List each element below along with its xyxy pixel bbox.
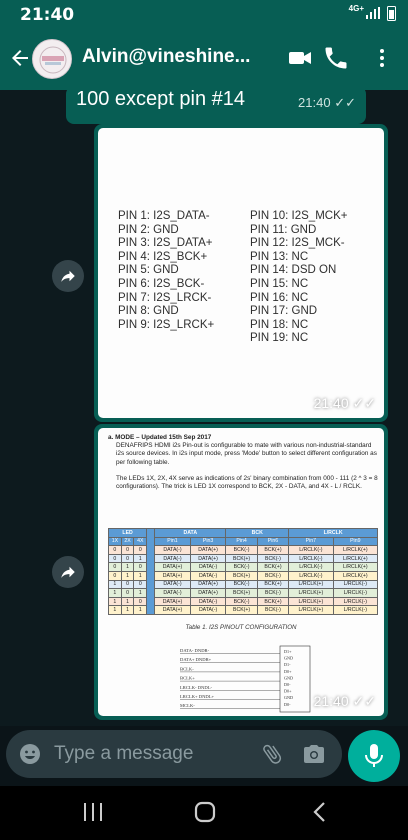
network-type: 4G+ <box>348 4 364 13</box>
table-cell: 0 <box>134 597 147 606</box>
pin-item: PIN 6: I2S_BCK- <box>118 277 205 290</box>
schematic-label: DATA- DNDR- <box>180 648 210 653</box>
read-receipt-icon: ✓✓ <box>334 95 356 110</box>
pin-list-left <box>118 210 214 332</box>
table-cell: L/RCLK(+) <box>289 597 333 606</box>
connector-pin-label: D0+ <box>284 668 292 674</box>
table-column-header: 2X <box>121 537 134 546</box>
table-cell: DATA(-) <box>155 589 191 598</box>
table-cell: 1 <box>121 606 134 615</box>
table-cell: L/RCLK(-) <box>333 580 377 589</box>
table-cell: 1 <box>134 589 147 598</box>
table-cell: L/RCLK(-) <box>333 597 377 606</box>
pin-item: PIN 19: NC <box>250 332 309 345</box>
pin-item: PIN 1: I2S_DATA- <box>118 210 210 222</box>
table-column-header: Pin1 <box>155 537 191 546</box>
table-cell: 1 <box>109 597 122 606</box>
pin-item: PIN 15: NC <box>250 277 309 290</box>
table-cell: BCK(-) <box>257 606 288 615</box>
table-cell: BCK(+) <box>257 546 288 555</box>
back-arrow-icon[interactable] <box>8 46 32 70</box>
table-cell: 0 <box>134 546 147 555</box>
connector-pin-label: GND <box>284 655 294 661</box>
table-cell: 1 <box>121 563 134 572</box>
table-cell: L/RCLK(+) <box>289 580 333 589</box>
schematic-label: BCLK- <box>180 666 194 672</box>
voice-call-icon[interactable] <box>322 44 350 72</box>
table-cell: BCK(-) <box>226 580 257 589</box>
table-cell: 1 <box>134 606 147 615</box>
pin-item: PIN 3: I2S_DATA+ <box>118 237 213 250</box>
table-cell: DATA(-) <box>190 597 226 606</box>
table-group-header: DATA <box>155 529 226 538</box>
table-cell: 0 <box>134 580 147 589</box>
pin-item: PIN 13: NC <box>250 250 309 263</box>
table-column-header: Pin6 <box>257 537 288 546</box>
table-column-header: 1X <box>109 537 122 546</box>
pin-item: PIN 7: I2S_LRCK- <box>118 291 212 304</box>
recent-apps-icon[interactable] <box>82 800 104 824</box>
table-cell: BCK(+) <box>257 563 288 572</box>
table-cell: 0 <box>109 563 122 572</box>
table-cell: L/RCLK(-) <box>289 571 333 580</box>
document-paragraph: DENAFRIPS HDMI i2s Pin-out is configurable to mate with various non-industrial-standard i2s source devices. In i2s input mode, press 'Mode' button to select different configuration as per following table. <box>116 442 377 466</box>
table-cell: BCK(+) <box>226 554 257 563</box>
pin-item: PIN 2: GND <box>118 223 179 236</box>
table-cell: DATA(-) <box>190 571 226 580</box>
table-cell: BCK(-) <box>257 554 288 563</box>
pin-item: PIN 8: GND <box>118 305 179 318</box>
pin-item: PIN 5: GND <box>118 264 179 277</box>
table-cell: BCK(+) <box>226 571 257 580</box>
table-cell: DATA(+) <box>190 589 226 598</box>
table-cell: 0 <box>134 563 147 572</box>
video-call-icon[interactable] <box>286 44 314 72</box>
contact-name[interactable]: Alvin@vineshine... <box>82 46 251 67</box>
image-message[interactable] <box>94 424 388 720</box>
document-text <box>108 434 378 491</box>
forward-button[interactable] <box>52 260 84 292</box>
message-time: 21:40 ✓✓ <box>298 95 356 110</box>
table-cell: 0 <box>109 546 122 555</box>
table-cell: DATA(+) <box>190 554 226 563</box>
camera-icon[interactable] <box>302 742 326 766</box>
table-cell: L/RCLK(-) <box>289 563 333 572</box>
table-cell: 1 <box>121 597 134 606</box>
table-cell: BCK(-) <box>257 571 288 580</box>
emoji-icon[interactable] <box>18 742 42 766</box>
document-paragraph: The LEDs 1X, 2X, 4X serve as indications of 2s' binary combination from 000 - 111 (2 ^ 3 = 8 configurations). The trick is LED 1X correspond to BCK, 2X - DATA, and 4X - L / RCLK. <box>116 474 378 491</box>
table-cell: 0 <box>121 589 134 598</box>
status-bar <box>0 0 408 28</box>
forward-icon <box>59 267 77 285</box>
table-cell: DATA(+) <box>155 606 191 615</box>
table-cell: 0 <box>121 546 134 555</box>
table-cell: BCK(-) <box>226 563 257 572</box>
table-cell: 1 <box>121 571 134 580</box>
table-cell: DATA(-) <box>155 554 191 563</box>
table-cell: L/RCLK(+) <box>289 606 333 615</box>
connector-pin-label: D0+ <box>284 688 292 694</box>
table-column-header: Pin4 <box>226 537 257 546</box>
chat-header <box>0 28 408 90</box>
table-cell: BCK(-) <box>226 597 257 606</box>
table-cell: 0 <box>121 554 134 563</box>
table-cell: L/RCLK(+) <box>333 563 377 572</box>
table-cell: 1 <box>109 589 122 598</box>
table-cell: BCK(-) <box>226 546 257 555</box>
status-time: 21:40 <box>20 5 75 25</box>
table-cell: L/RCLK(-) <box>289 554 333 563</box>
battery-icon <box>387 6 396 21</box>
table-cell: 1 <box>134 571 147 580</box>
table-cell: BCK(-) <box>257 589 288 598</box>
table-group-header: L/RCLK <box>289 529 378 538</box>
schematic-label: LRCLK- DNDL- <box>180 684 213 690</box>
message-time: 21:40 ✓✓ <box>313 693 376 709</box>
table-cell: 0 <box>109 554 122 563</box>
message-text: 100 except pin #14 <box>76 90 246 110</box>
table-cell: L/RCLK(+) <box>333 546 377 555</box>
signal-icon <box>366 7 380 19</box>
table-cell: DATA(-) <box>155 580 191 589</box>
pin-item: PIN 18: NC <box>250 318 309 331</box>
read-receipt-icon: ✓✓ <box>352 395 376 411</box>
table-cell: L/RCLK(+) <box>289 589 333 598</box>
table-cell: DATA(+) <box>155 597 191 606</box>
table-cell: L/RCLK(+) <box>333 571 377 580</box>
connector-pin-label: GND <box>284 675 294 681</box>
table-cell: BCK(+) <box>257 580 288 589</box>
table-cell: DATA(+) <box>155 571 191 580</box>
table-cell: DATA(+) <box>190 546 226 555</box>
pin-item: PIN 17: GND <box>250 305 318 318</box>
table-cell: 1 <box>109 580 122 589</box>
table-group-header: BCK <box>226 529 289 538</box>
table-caption: Table 1. I2S PINOUT CONFIGURATION <box>185 624 297 631</box>
more-options-icon[interactable] <box>370 44 394 72</box>
table-column-header: 4X <box>134 537 147 546</box>
table-cell: BCK(+) <box>257 597 288 606</box>
connector-pin-label: D1- <box>284 662 291 668</box>
schematic-label: MCLK- <box>180 703 195 709</box>
table-cell: 1 <box>109 606 122 615</box>
message-input-bar[interactable] <box>6 730 342 778</box>
pin-item: PIN 4: I2S_BCK+ <box>118 250 208 263</box>
connector-pin-label: D1+ <box>284 649 292 654</box>
table-cell: L/RCLK(-) <box>333 589 377 598</box>
table-cell: 1 <box>134 554 147 563</box>
chat-area[interactable] <box>0 90 408 726</box>
pin-item: PIN 11: GND <box>250 223 317 236</box>
table-cell: DATA(-) <box>190 606 226 615</box>
pin-item: PIN 9: I2S_LRCK+ <box>118 318 215 331</box>
table-cell: BCK(+) <box>226 606 257 615</box>
schematic-label: BCLK+ <box>180 675 195 681</box>
document-photo[interactable] <box>98 428 384 716</box>
connector-pin-label: D0- <box>284 701 291 707</box>
voice-message-button[interactable] <box>348 730 400 782</box>
read-receipt-icon: ✓✓ <box>352 693 376 709</box>
table-cell: L/RCLK(-) <box>289 546 333 555</box>
table-column-header: Pin9 <box>333 537 377 546</box>
image-message[interactable] <box>94 124 388 422</box>
table-cell: L/RCLK(+) <box>333 554 377 563</box>
table-cell: BCK(+) <box>226 589 257 598</box>
table-column-header: Pin3 <box>190 537 226 546</box>
table-cell: 0 <box>109 571 122 580</box>
pin-list-right <box>250 210 347 346</box>
pinout-table <box>108 528 378 615</box>
table-cell: 0 <box>121 580 134 589</box>
forward-icon <box>59 563 77 581</box>
microphone-icon <box>363 743 385 769</box>
table-cell: DATA(+) <box>155 563 191 572</box>
schematic-label: DATA+ DNDR+ <box>180 657 212 663</box>
contact-avatar[interactable] <box>32 39 72 79</box>
back-nav-icon[interactable] <box>308 800 332 824</box>
message-bubble[interactable] <box>66 90 366 124</box>
system-nav-bar <box>0 786 408 840</box>
message-time: 21:40 ✓✓ <box>313 395 376 411</box>
table-cell: DATA(-) <box>155 546 191 555</box>
forward-button[interactable] <box>52 556 84 588</box>
connector-pin-label: GND <box>284 695 294 701</box>
document-heading: a. MODE – Updated 15th Sep 2017 <box>108 434 212 441</box>
table-cell: L/RCLK(-) <box>333 606 377 615</box>
pinout-photo[interactable] <box>98 128 384 418</box>
table-cell: DATA(+) <box>190 580 226 589</box>
home-icon[interactable] <box>193 800 217 824</box>
schematic-label: LRCLK+ DNDL+ <box>180 694 215 699</box>
attach-icon[interactable] <box>260 742 284 766</box>
connector-pin-label: D0- <box>284 682 291 687</box>
pin-item: PIN 10: I2S_MCK+ <box>250 210 348 222</box>
table-cell: DATA(-) <box>190 563 226 572</box>
message-input[interactable]: Type a message <box>54 743 194 764</box>
pin-item: PIN 12: I2S_MCK- <box>250 237 345 250</box>
pin-item: PIN 16: NC <box>250 291 309 304</box>
table-group-header: LED <box>109 529 147 538</box>
pin-item: PIN 14: DSD ON <box>250 264 337 277</box>
table-column-header: Pin7 <box>289 537 333 546</box>
